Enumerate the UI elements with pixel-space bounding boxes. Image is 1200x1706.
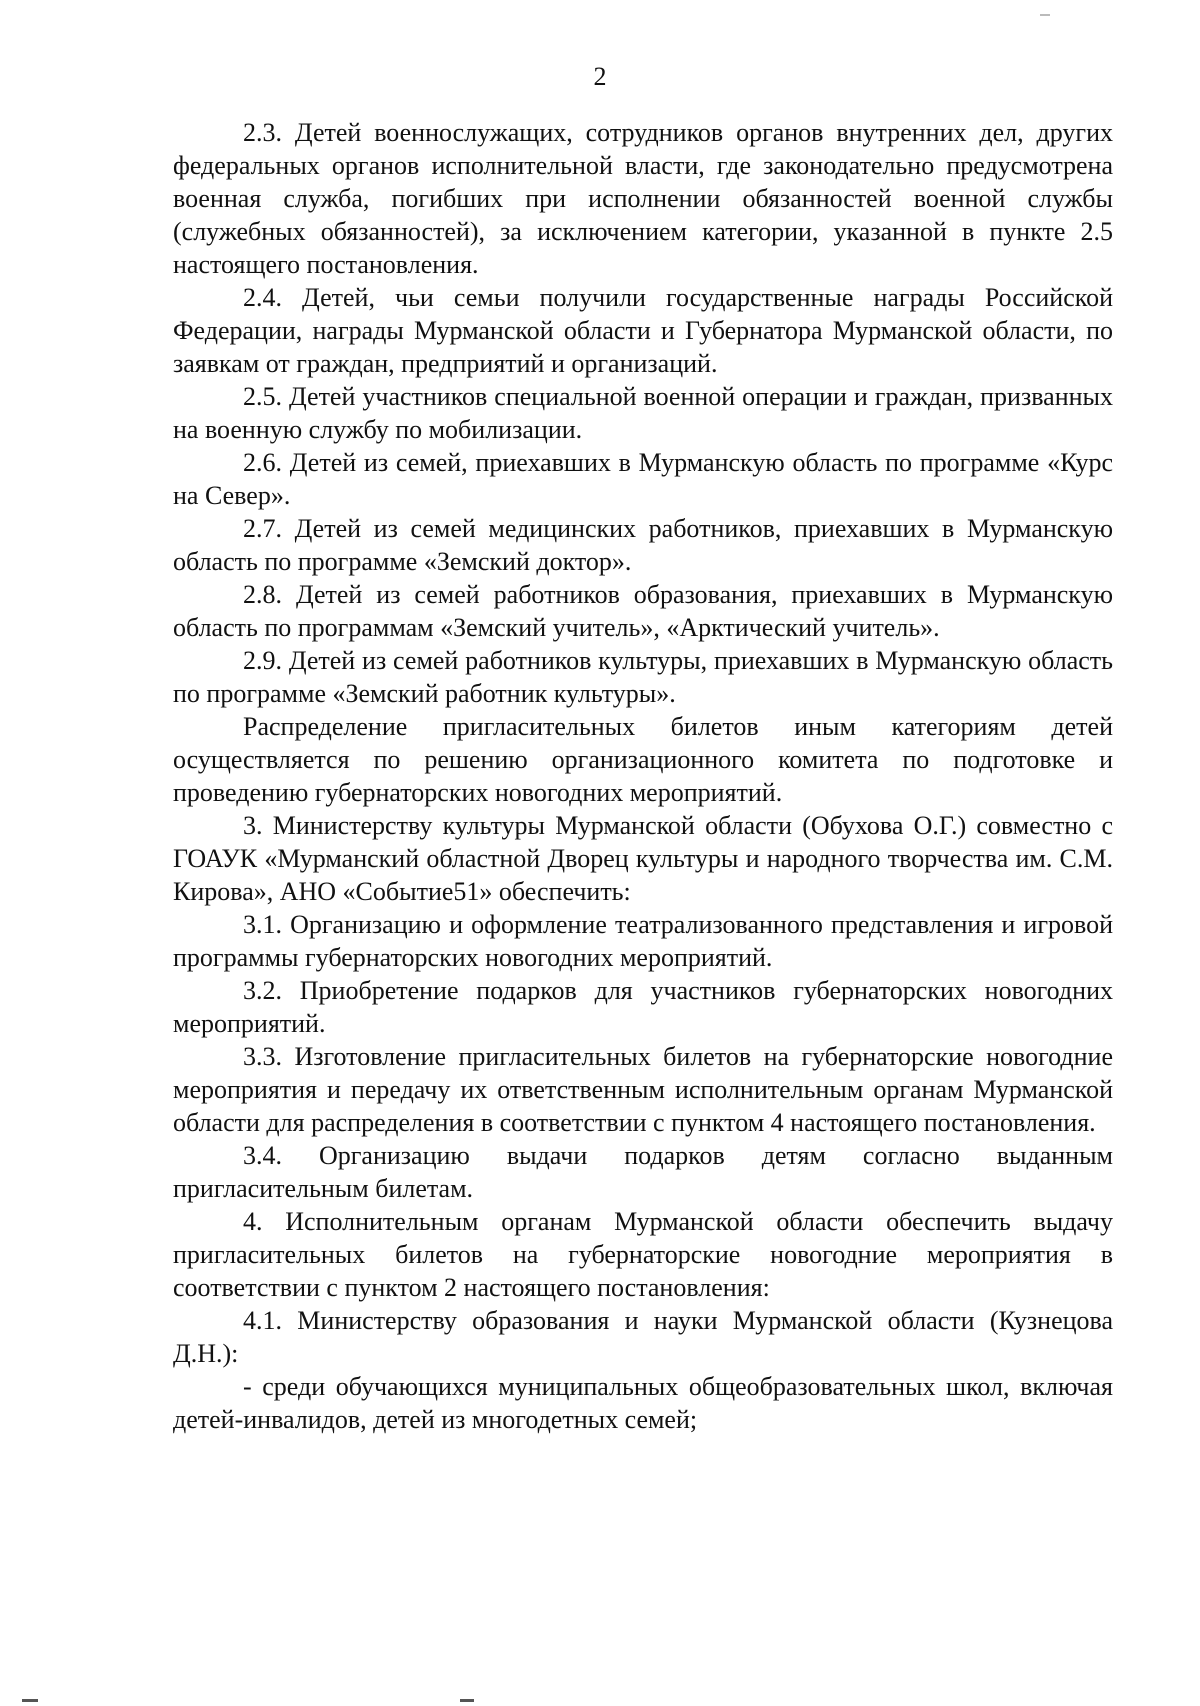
paragraph-4-1-item: - среди обучающихся муниципальных общеобразовательных школ, включая детей-инвалидов, детей из многодетных семей; (173, 1372, 1113, 1434)
scan-artifact (460, 1699, 474, 1702)
paragraph-4: 4. Исполнительным органам Мурманской области обеспечить выдачу пригласительных билетов на губернаторские новогодние мероприятия в соответствии с пунктом 2 настоящего постановления: (173, 1207, 1113, 1302)
paragraph-3-1: 3.1. Организацию и оформление театрализованного представления и игровой программы губернаторских новогодних мероприятий. (173, 910, 1113, 972)
paragraph-2-3: 2.3. Детей военнослужащих, сотрудников органов внутренних дел, других федеральных органов исполнительной власти, где законодательно предусмотрена военная служба, погибших при исполнении обязанностей военной службы (служебных обязанностей), за исключением категории, указанной в пункте 2.5 настоящего постановления. (173, 118, 1113, 279)
paragraph-3-4: 3.4. Организацию выдачи подарков детям согласно выданным пригласительным билетам. (173, 1141, 1113, 1203)
paragraph-2-4: 2.4. Детей, чьи семьи получили государственные награды Российской Федерации, награды Мурманской области и Губернатора Мурманской области, по заявкам от граждан, предприятий и организаций. (173, 283, 1113, 378)
paragraph-2-7: 2.7. Детей из семей медицинских работников, приехавших в Мурманскую область по программе «Земский доктор». (173, 514, 1113, 576)
paragraph-2-9: 2.9. Детей из семей работников культуры, приехавших в Мурманскую область по программе «Земский работник культуры». (173, 646, 1113, 708)
scan-artifact (22, 1699, 38, 1702)
paragraph-2-5: 2.5. Детей участников специальной военной операции и граждан, призванных на военную службу по мобилизации. (173, 382, 1113, 444)
paragraph-2-8: 2.8. Детей из семей работников образования, приехавших в Мурманскую область по программам «Земский учитель», «Арктический учитель». (173, 580, 1113, 642)
paragraph-3: 3. Министерству культуры Мурманской области (Обухова О.Г.) совместно с ГОАУК «Мурманский областной Дворец культуры и народного творчества им. С.М. Кирова», АНО «Событие51» обеспечить: (173, 811, 1113, 906)
scan-artifact (1040, 14, 1050, 16)
paragraph-3-2: 3.2. Приобретение подарков для участников губернаторских новогодних мероприятий. (173, 976, 1113, 1038)
paragraph-distribution: Распределение пригласительных билетов иным категориям детей осуществляется по решению организационного комитета по подготовке и проведению губернаторских новогодних мероприятий. (173, 712, 1113, 807)
paragraph-2-6: 2.6. Детей из семей, приехавших в Мурманскую область по программе «Курс на Север». (173, 448, 1113, 510)
paragraph-4-1: 4.1. Министерству образования и науки Мурманской области (Кузнецова Д.Н.): (173, 1306, 1113, 1368)
page-number: 2 (593, 62, 607, 91)
paragraph-3-3: 3.3. Изготовление пригласительных билетов на губернаторские новогодние мероприятия и передачу их ответственным исполнительным органам Мурманской области для распределения в соответствии с пунктом 4 настоящего постановления. (173, 1042, 1113, 1137)
document-body (173, 116, 1113, 1436)
